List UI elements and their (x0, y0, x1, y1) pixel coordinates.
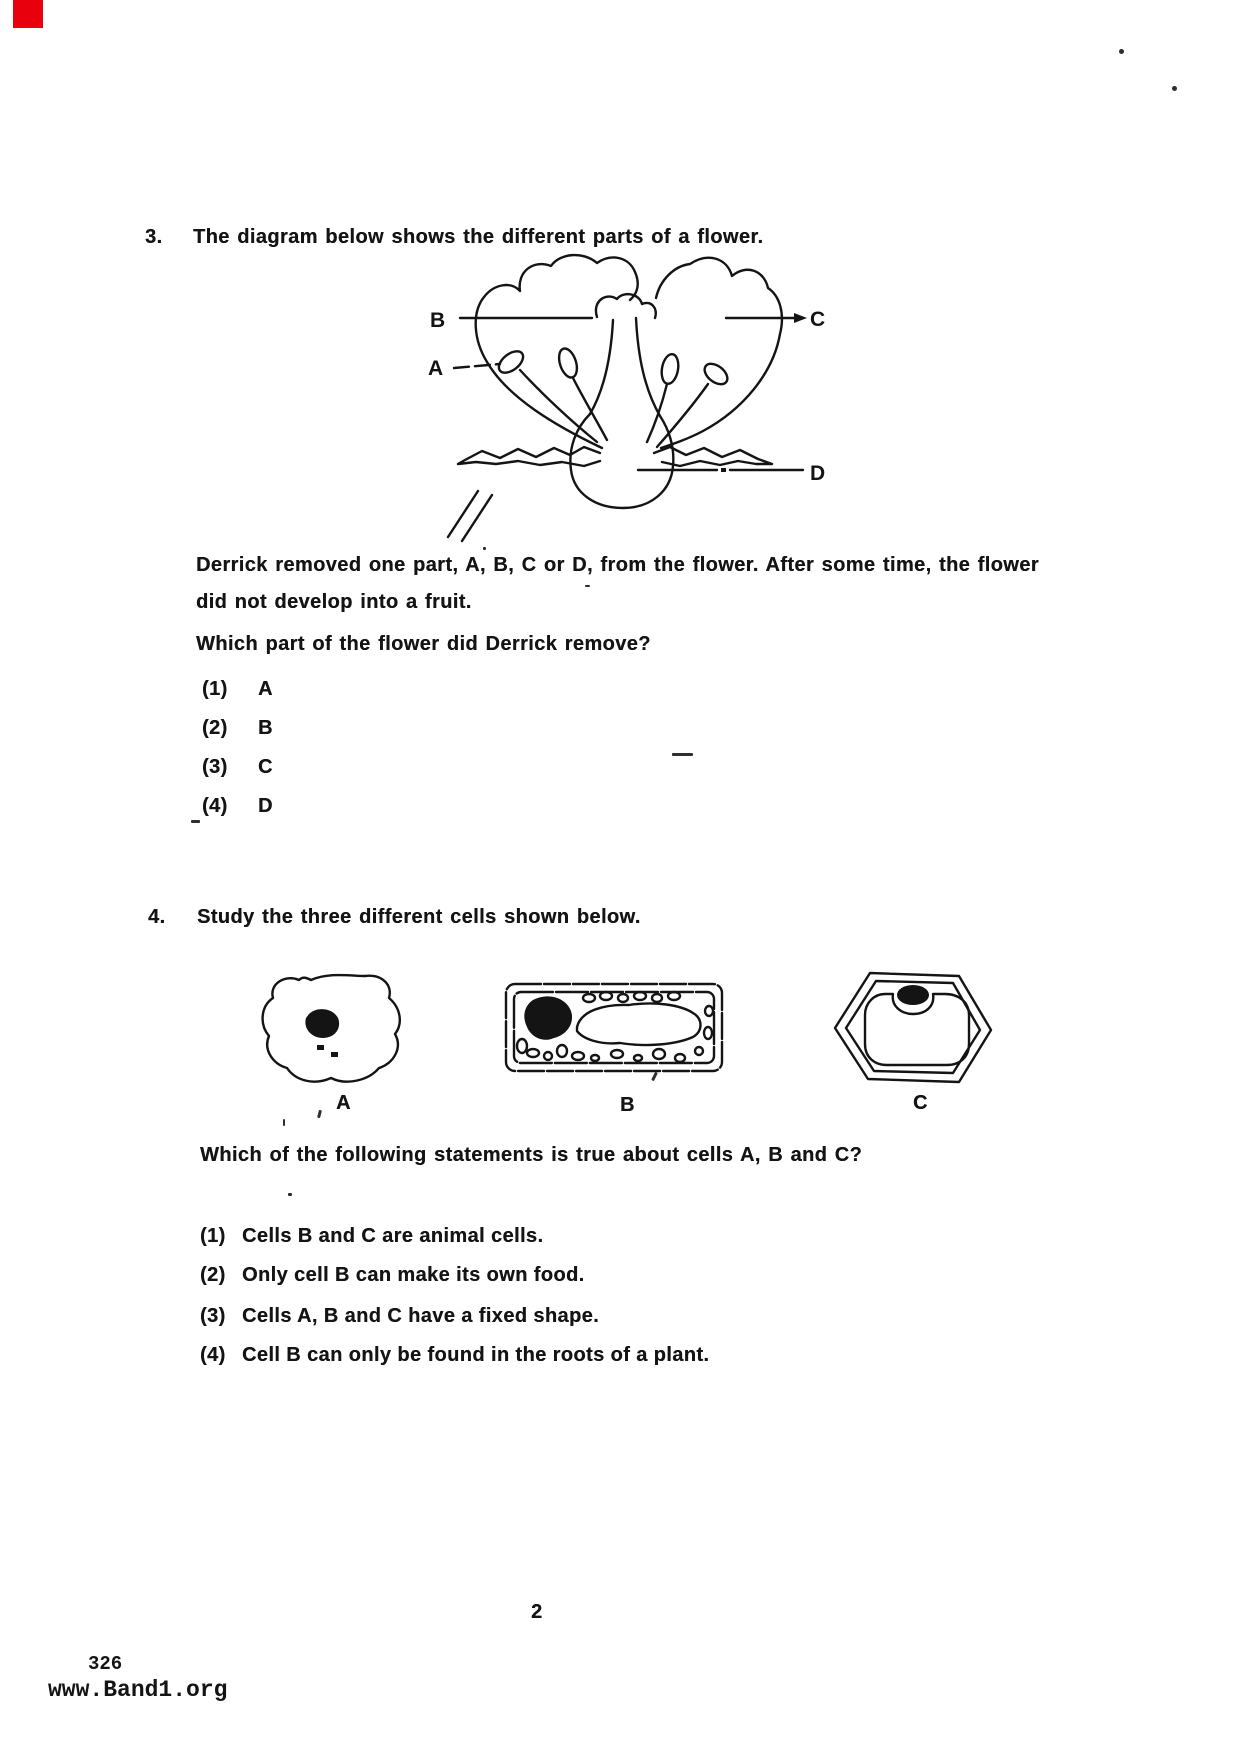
cell-a-granule (317, 1045, 324, 1050)
cell-a-granule (331, 1052, 338, 1057)
cell-label-b: B (620, 1094, 635, 1116)
cell-a-drawing (263, 975, 400, 1082)
q3-option-4 (202, 795, 273, 818)
scan-speck (191, 820, 200, 823)
scan-speck (1119, 49, 1124, 54)
option-number: (4) (200, 1344, 226, 1366)
q4-option-2 (200, 1264, 585, 1287)
flower-sepals (458, 447, 772, 466)
cell-a-nucleus (305, 1009, 339, 1038)
option-text: Cells B and C are animal cells. (242, 1225, 544, 1247)
flower-diagram (370, 250, 830, 560)
option-text: A (258, 678, 273, 700)
q3-body-line2: did not develop into a fruit. (196, 591, 472, 613)
leader-line-a (454, 364, 500, 368)
style-right (636, 318, 660, 416)
page-number: 2 (531, 1601, 543, 1623)
cell-c-nucleus (897, 985, 929, 1005)
q4-number: 4. (148, 906, 166, 928)
leader-arrow-c (794, 313, 807, 323)
cell-label-c: C (913, 1092, 928, 1114)
q3-option-1 (202, 678, 273, 701)
scan-speck (585, 585, 590, 587)
option-number: (2) (202, 717, 228, 739)
anther (701, 360, 731, 389)
q3-question: Which part of the flower did Derrick remove? (196, 633, 651, 655)
leader-dot-d (721, 468, 726, 472)
q3-option-3 (202, 756, 273, 779)
q4-option-3 (200, 1305, 599, 1328)
option-text: Cell B can only be found in the roots of a plant. (242, 1344, 710, 1366)
footer-code: 326 (88, 1653, 123, 1675)
anther (660, 353, 681, 385)
cell-b-drawing (506, 984, 722, 1071)
q4-prompt: Study the three different cells shown below. (197, 906, 641, 928)
cell-b-vacuole (577, 1003, 701, 1045)
option-text: Only cell B can make its own food. (242, 1264, 585, 1286)
cell-c-drawing (835, 973, 991, 1082)
flower-part-labels (428, 308, 825, 485)
scan-speck (672, 753, 693, 756)
flower-leader-lines (454, 313, 807, 472)
cell-b-nucleus (524, 996, 572, 1039)
red-scan-mark (13, 0, 43, 28)
scan-speck (288, 1193, 292, 1196)
flower-stem (448, 491, 492, 541)
q3-prompt: The diagram below shows the different parts of a flower. (193, 226, 764, 248)
anther (556, 346, 580, 379)
flower-label-b: B (430, 309, 446, 332)
option-text: B (258, 717, 273, 739)
style-left (590, 320, 613, 414)
q4-option-1 (200, 1225, 543, 1248)
option-number: (2) (200, 1264, 226, 1286)
ovary (570, 414, 673, 508)
q3-body-line1: Derrick removed one part, A, B, C or D, from the flower. After some time, the flower (196, 554, 1039, 576)
option-number: (3) (202, 756, 228, 778)
option-text: C (258, 756, 273, 778)
cell-label-a: A (336, 1092, 351, 1114)
scan-speck (1172, 86, 1177, 91)
q4-option-4 (200, 1344, 709, 1367)
flower-label-d: D (810, 462, 826, 485)
q4-question: Which of the following statements is true about cells A, B and C? (200, 1144, 863, 1166)
option-number: (1) (202, 678, 228, 700)
cells-diagram (240, 960, 1010, 1110)
option-number: (3) (200, 1305, 226, 1327)
flower-label-c: C (810, 308, 826, 331)
flower-stamens (495, 346, 731, 447)
footer-site: www.Band1.org (48, 1677, 228, 1703)
option-number: (4) (202, 795, 228, 817)
scan-speck (283, 1119, 285, 1126)
flower-label-a: A (428, 357, 444, 380)
option-text: Cells A, B and C have a fixed shape. (242, 1305, 600, 1327)
option-text: D (258, 795, 273, 817)
stigma (596, 294, 656, 318)
q3-option-2 (202, 717, 273, 740)
scan-speck (317, 1110, 322, 1118)
q3-number: 3. (145, 226, 163, 248)
option-number: (1) (200, 1225, 226, 1247)
